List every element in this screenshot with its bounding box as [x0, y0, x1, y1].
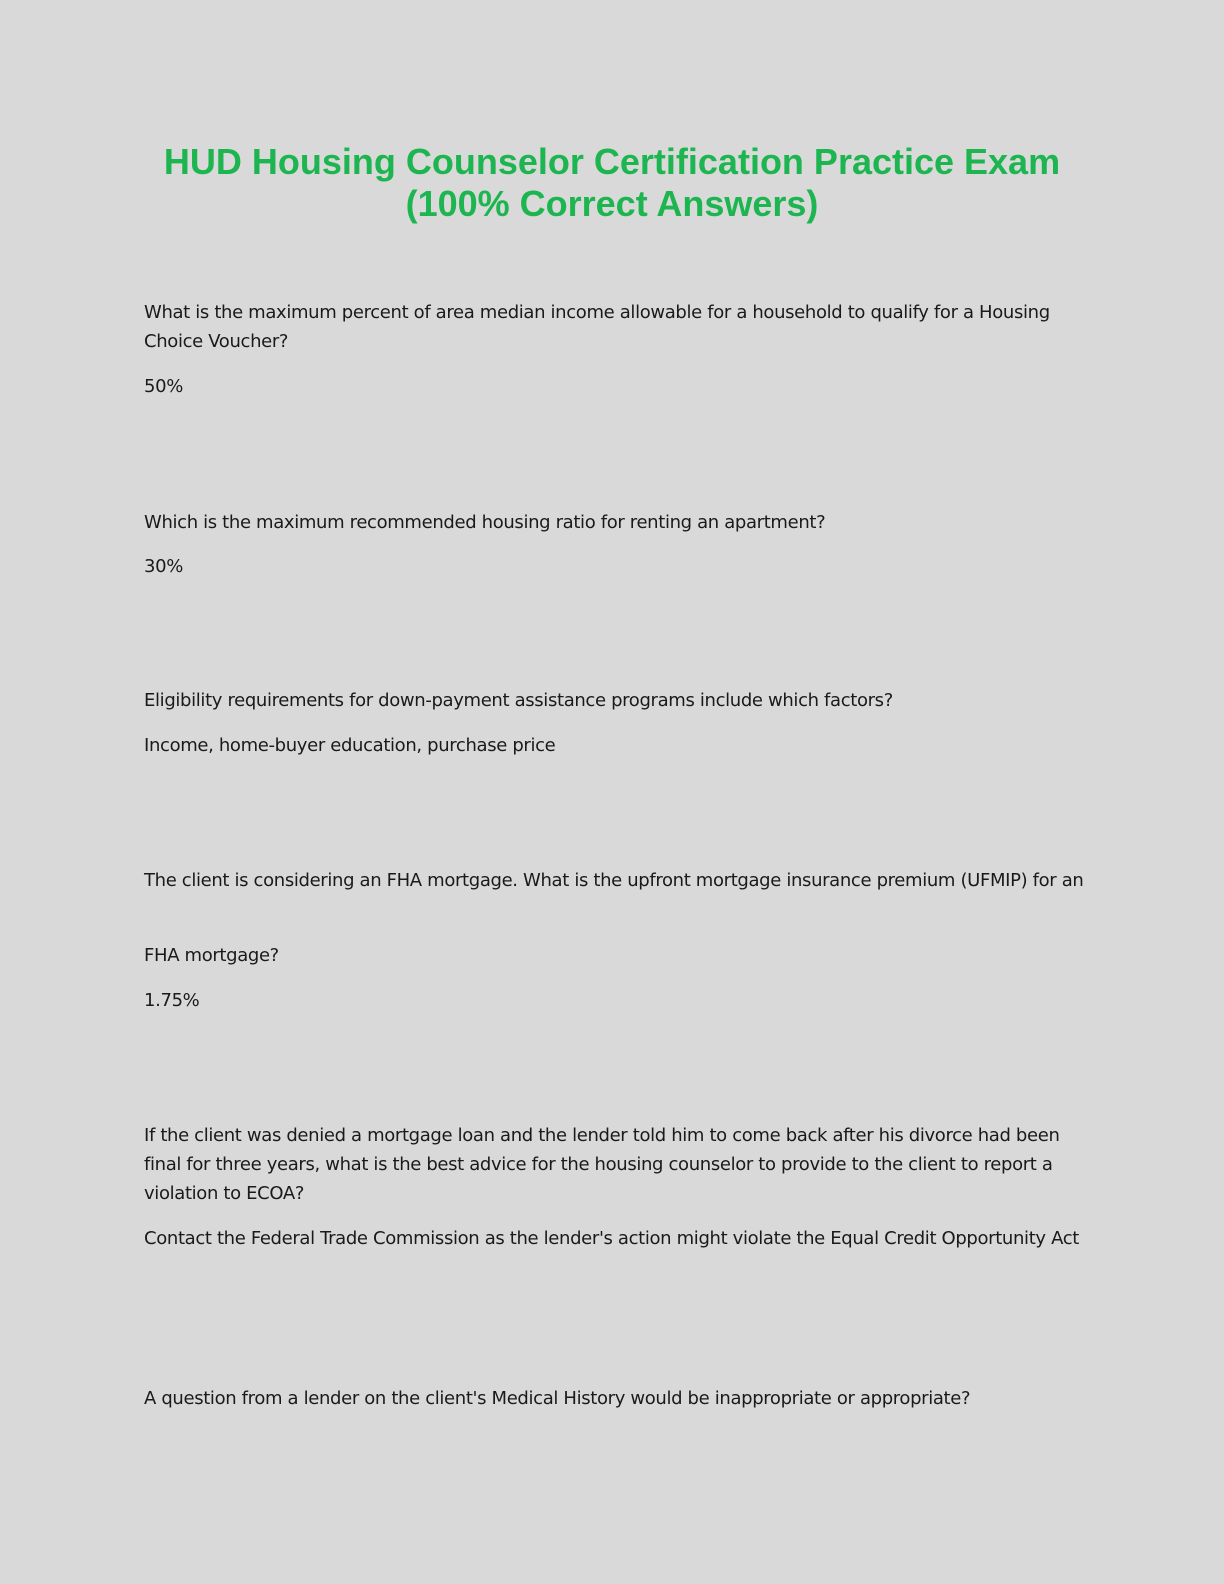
- question-text-continued: FHA mortgage?: [144, 945, 279, 966]
- answer-text: 1.75%: [144, 990, 200, 1011]
- answer-text: Income, home-buyer education, purchase price: [144, 735, 556, 756]
- question-text: If the client was denied a mortgage loan and the lender told him to come back after his divorce had been final for three years, what is the best advice for the housing counselor to provide to the client to report a violation to ECOA?: [144, 1125, 1060, 1204]
- answer-1: [144, 372, 1084, 401]
- answer-3: [144, 731, 1084, 760]
- question-4-continued: [144, 941, 1084, 970]
- question-1: [144, 298, 1084, 356]
- question-text: Eligibility requirements for down-payment assistance programs include which factors?: [144, 690, 893, 711]
- question-2: [144, 508, 1084, 537]
- question-6: [144, 1384, 1084, 1413]
- page-title: [100, 141, 1124, 225]
- answer-text: Contact the Federal Trade Commission as the lender's action might violate the Equal Credit Opportunity Act: [144, 1228, 1079, 1249]
- answer-text: 30%: [144, 556, 183, 577]
- question-4: [144, 866, 1084, 895]
- question-3: [144, 686, 1084, 715]
- title-line-2: (100% Correct Answers): [405, 183, 819, 224]
- question-5: [144, 1121, 1084, 1208]
- title-line-1: HUD Housing Counselor Certification Practice Exam: [163, 141, 1061, 182]
- answer-4: [144, 986, 1084, 1015]
- question-text: What is the maximum percent of area median income allowable for a household to qualify for a Housing Choice Voucher?: [144, 302, 1050, 352]
- question-text: Which is the maximum recommended housing ratio for renting an apartment?: [144, 512, 826, 533]
- answer-text: 50%: [144, 376, 183, 397]
- answer-2: [144, 552, 1084, 581]
- question-text: A question from a lender on the client's Medical History would be inappropriate or appropriate?: [144, 1388, 971, 1409]
- question-text: The client is considering an FHA mortgage. What is the upfront mortgage insurance premium (UFMIP) for an: [144, 870, 1084, 891]
- answer-5: [144, 1224, 1084, 1253]
